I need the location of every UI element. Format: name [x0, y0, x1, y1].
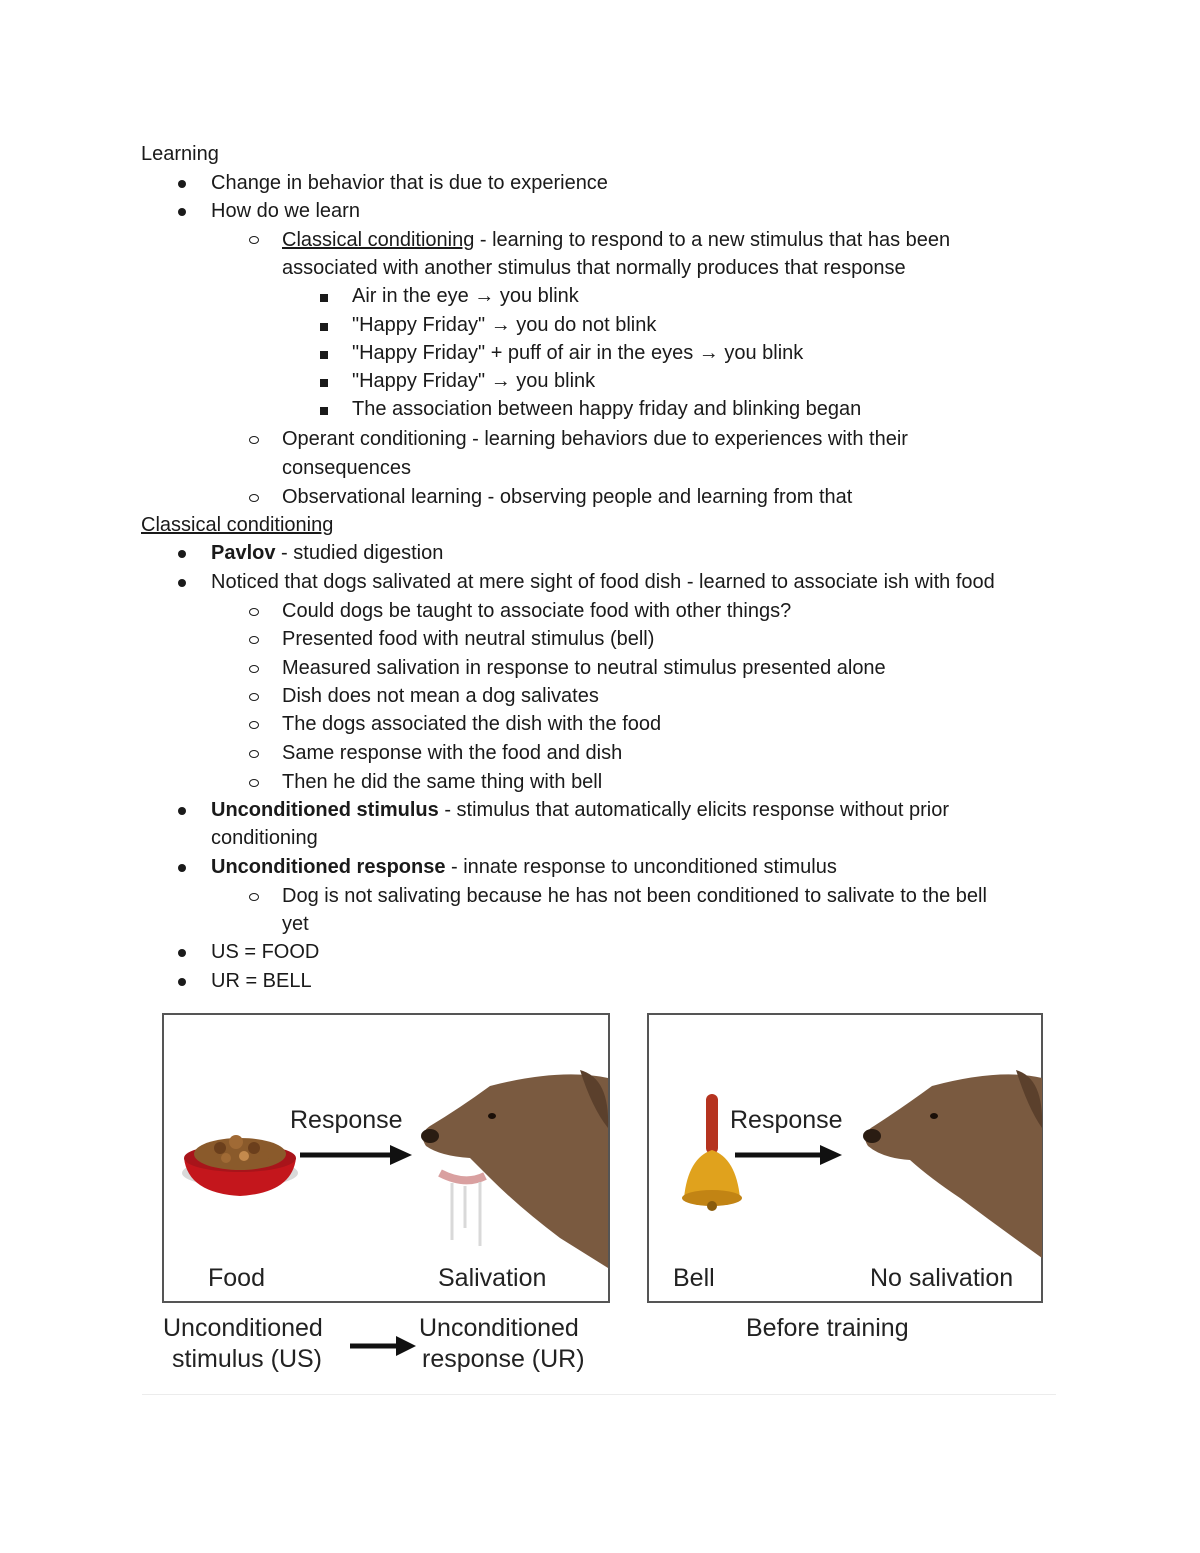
salivation-label: Salivation — [438, 1264, 547, 1292]
caption-ur-line-1: Unconditioned — [419, 1314, 579, 1342]
list-item — [211, 796, 949, 824]
list-item: "Happy Friday" → you blink — [352, 370, 596, 392]
heading-classical-conditioning: Classical conditioning — [141, 514, 334, 536]
list-item: How do we learn — [211, 200, 360, 222]
bullet-dot — [178, 807, 186, 815]
bullet-circle — [249, 236, 259, 244]
list-item: Operant conditioning - learning behaviors due to experiences with their — [282, 428, 908, 450]
list-item: Change in behavior that is due to experience — [211, 172, 608, 194]
bullet-dot — [178, 208, 186, 216]
bullet-dot — [178, 864, 186, 872]
list-item: Could dogs be taught to associate food with other things? — [282, 600, 792, 622]
bullet-circle — [249, 608, 259, 616]
list-item — [211, 853, 837, 881]
bullet-square — [320, 351, 328, 359]
list-item: The association between happy friday and blinking began — [352, 398, 862, 420]
divider — [142, 1394, 1056, 1395]
list-item: Dog is not salivating because he has not been conditioned to salivate to the bell — [282, 885, 987, 907]
bullet-dot — [178, 949, 186, 957]
list-item: Presented food with neutral stimulus (bell) — [282, 628, 655, 650]
bullet-square — [320, 379, 328, 387]
list-item-continuation: conditioning — [211, 827, 318, 849]
list-item — [211, 539, 443, 567]
list-item-continuation: associated with another stimulus that normally produces that response — [282, 257, 906, 279]
caption-us-line-1: Unconditioned — [163, 1314, 323, 1342]
list-item: Dish does not mean a dog salivates — [282, 685, 599, 707]
us-term: Unconditioned stimulus — [211, 799, 439, 821]
pavlov-def: - studied digestion — [275, 542, 444, 564]
caption-before-training: Before training — [746, 1314, 909, 1342]
ur-term: Unconditioned response — [211, 856, 446, 878]
list-item: Measured salivation in response to neutral stimulus presented alone — [282, 657, 886, 679]
list-item: Same response with the food and dish — [282, 742, 623, 764]
list-item: US = FOOD — [211, 941, 320, 963]
bullet-circle — [249, 494, 259, 502]
no-salivation-label: No salivation — [870, 1264, 1014, 1292]
list-item: Then he did the same thing with bell — [282, 771, 603, 793]
caption-us-line-2: stimulus (US) — [172, 1345, 323, 1373]
list-item-continuation: consequences — [282, 457, 411, 479]
list-item: Observational learning - observing people and learning from that — [282, 486, 853, 508]
list-item: Noticed that dogs salivated at mere sight of food dish - learned to associate ish with food — [211, 571, 995, 593]
list-item-continuation: yet — [282, 913, 309, 935]
bullet-circle — [249, 750, 259, 758]
list-item: UR = BELL — [211, 970, 312, 992]
bullet-circle — [249, 693, 259, 701]
bullet-square — [320, 323, 328, 331]
heading-learning: Learning — [141, 143, 219, 165]
list-item: Air in the eye → you blink — [352, 285, 579, 307]
caption-ur-line-2: response (UR) — [422, 1345, 585, 1373]
left-arrow-label: Response — [290, 1106, 403, 1134]
bullet-circle — [249, 721, 259, 729]
bell-label: Bell — [673, 1264, 715, 1292]
list-item: "Happy Friday" + puff of air in the eyes → you blink — [352, 342, 804, 364]
classical-def: - learning to respond to a new stimulus that has been — [474, 229, 951, 251]
ur-def: - innate response to unconditioned stimulus — [445, 856, 837, 878]
right-arrow-label: Response — [730, 1106, 843, 1134]
bullet-circle — [249, 436, 259, 444]
bullet-circle — [249, 665, 259, 673]
list-item: "Happy Friday" → you do not blink — [352, 314, 657, 336]
bullet-square — [320, 294, 328, 302]
bullet-circle — [249, 779, 259, 787]
food-label: Food — [208, 1264, 265, 1292]
bullet-dot — [178, 579, 186, 587]
bullet-square — [320, 407, 328, 415]
pavlov-figure — [140, 1008, 1060, 1398]
bullet-dot — [178, 978, 186, 986]
pavlov-term: Pavlov — [211, 542, 276, 564]
caption-arrow-icon — [350, 1336, 416, 1356]
bullet-dot — [178, 550, 186, 558]
classical-term: Classical conditioning — [282, 229, 475, 251]
list-item: The dogs associated the dish with the food — [282, 713, 662, 735]
list-item — [282, 226, 950, 254]
us-def: - stimulus that automatically elicits response without prior — [438, 799, 949, 821]
bullet-dot — [178, 180, 186, 188]
bullet-circle — [249, 893, 259, 901]
bullet-circle — [249, 636, 259, 644]
